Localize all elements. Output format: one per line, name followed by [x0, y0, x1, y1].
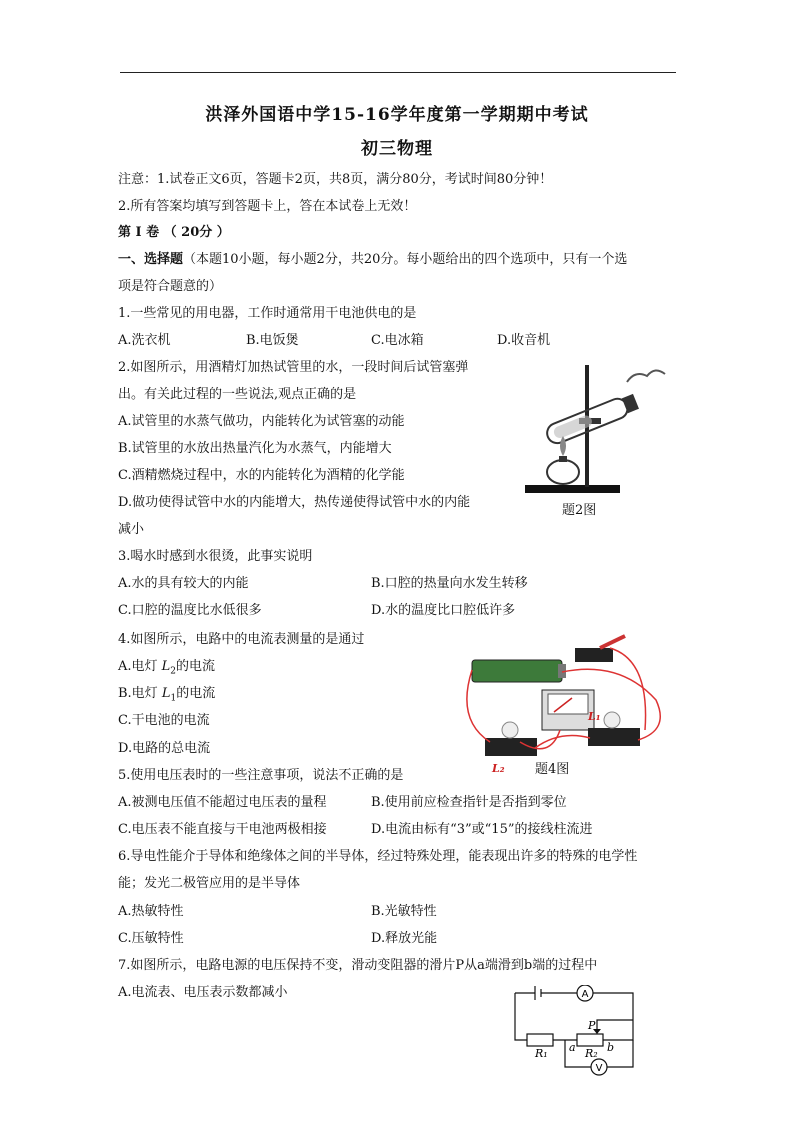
- q7-stem: 7.如图所示，电路电源的电压保持不变，滑动变阻器的滑片P从a端滑到b端的过程中: [118, 958, 598, 973]
- q4-option-a-pre: A.电灯: [118, 659, 162, 674]
- q2-figure-test-tube-apparatus: [515, 360, 675, 500]
- q7-figure-label-end-b: b: [607, 1041, 615, 1054]
- q7-figure-label-ammeter: A: [581, 989, 589, 1000]
- q2-figure-caption: 题2图: [562, 503, 597, 518]
- exam-title: 洪泽外国语中学15-16学年度第一学期期中考试: [205, 105, 589, 125]
- q7-figure-label-p: P: [588, 1019, 596, 1032]
- q7-figure-label-end-a: a: [569, 1041, 576, 1054]
- q4-figure-circuit-photo: [460, 630, 670, 775]
- section-heading-bold: 一、选择题: [118, 252, 184, 267]
- q4-option-b-var: L: [161, 686, 171, 701]
- q7-option-a: A.电流表、电压表示数都减小: [118, 985, 288, 1000]
- q6-option-c: C.压敏特性: [118, 931, 184, 946]
- q4-option-d: D.电路的总电流: [118, 741, 211, 756]
- q7-figure-circuit-diagram: [505, 985, 655, 1080]
- q4-option-a: [118, 659, 215, 680]
- q6-stem-2: 能；发光二极管应用的是半导体: [118, 876, 301, 891]
- q4-option-b-pre: B.电灯: [118, 686, 162, 701]
- q4-option-a-var: L: [161, 659, 171, 674]
- q2-option-d-2: 减小: [118, 522, 145, 537]
- q4-option-a-post: 的电流: [176, 659, 216, 674]
- q4-option-c: C.干电池的电流: [118, 713, 210, 728]
- q4-option-b: [118, 686, 215, 707]
- note-line-1: 注意：1.试卷正文6页，答题卡2页，共8页，满分80分，考试时间80分钟！: [118, 172, 553, 187]
- section-title: 第 Ⅰ 卷 （ 20分 ）: [118, 225, 230, 240]
- q5-option-a: A.被测电压值不能超过电压表的量程: [118, 795, 327, 810]
- q3-option-c: C.口腔的温度比水低很多: [118, 603, 262, 618]
- q6-option-b: B.光敏特性: [371, 904, 437, 919]
- q4-option-b-post: 的电流: [176, 686, 216, 701]
- q4-option-a-sub: 2: [170, 666, 177, 677]
- q2-stem-2: 出。有关此过程的一些说法,观点正确的是: [118, 387, 357, 402]
- q5-option-b: B.使用前应检查指针是否指到零位: [371, 795, 567, 810]
- q3-option-a: A.水的具有较大的内能: [118, 576, 249, 591]
- q7-figure-label-r2: R₂: [585, 1047, 598, 1060]
- q3-option-b: B.口腔的热量向水发生转移: [371, 576, 528, 591]
- q1-stem: 1.一些常见的用电器，工作时通常用干电池供电的是: [118, 306, 417, 321]
- q1-option-c: C.电冰箱: [371, 333, 424, 348]
- q6-option-a: A.热敏特性: [118, 904, 184, 919]
- exam-subtitle: 初三物理: [361, 139, 433, 159]
- q7-figure-label-voltmeter: V: [595, 1063, 603, 1074]
- q4-figure-label-l1: L₁: [588, 710, 601, 723]
- section-heading-rest: （本题10小题，每小题2分，共20分。每小题给出的四个选项中，只有一个选: [183, 252, 628, 267]
- q1-option-b: B.电饭煲: [246, 333, 299, 348]
- q5-option-c: C.电压表不能直接与干电池两极相接: [118, 822, 327, 837]
- q7-figure-label-r1: R₁: [535, 1047, 548, 1060]
- q2-option-a: A.试管里的水蒸气做功，内能转化为试管塞的动能: [118, 414, 405, 429]
- q1-option-a: A.洗衣机: [118, 333, 171, 348]
- section-heading: [118, 252, 627, 268]
- note-line-2: 2.所有答案均填写到答题卡上，答在本试卷上无效！: [118, 199, 417, 214]
- q5-option-d: D.电流由标有“3”或“15”的接线柱流进: [371, 822, 593, 837]
- q6-stem-1: 6.导电性能介于导体和绝缘体之间的半导体，经过特殊处理，能表现出许多的特殊的电学性: [118, 849, 638, 864]
- q4-option-b-sub: 1: [170, 693, 177, 704]
- q3-option-d: D.水的温度比口腔低许多: [371, 603, 516, 618]
- q4-figure-label-l2: L₂: [492, 762, 505, 775]
- section-heading-line2: 项是符合题意的）: [118, 279, 223, 294]
- q4-stem: 4.如图所示，电路中的电流表测量的是通过: [118, 632, 365, 647]
- q3-stem: 3.喝水时感到水很烫，此事实说明: [118, 549, 313, 564]
- q2-option-c: C.酒精燃烧过程中，水的内能转化为酒精的化学能: [118, 468, 405, 483]
- q1-option-d: D.收音机: [497, 333, 551, 348]
- q2-option-d-1: D.做功使得试管中水的内能增大，热传递使得试管中水的内能: [118, 495, 471, 510]
- header-rule: [120, 72, 676, 73]
- q2-stem-1: 2.如图所示，用酒精灯加热试管里的水，一段时间后试管塞弹: [118, 360, 469, 375]
- q5-stem: 5.使用电压表时的一些注意事项，说法不正确的是: [118, 768, 404, 783]
- q4-figure-caption: 题4图: [535, 762, 570, 777]
- q2-option-b: B.试管里的水放出热量汽化为水蒸气，内能增大: [118, 441, 392, 456]
- q6-option-d: D.释放光能: [371, 931, 438, 946]
